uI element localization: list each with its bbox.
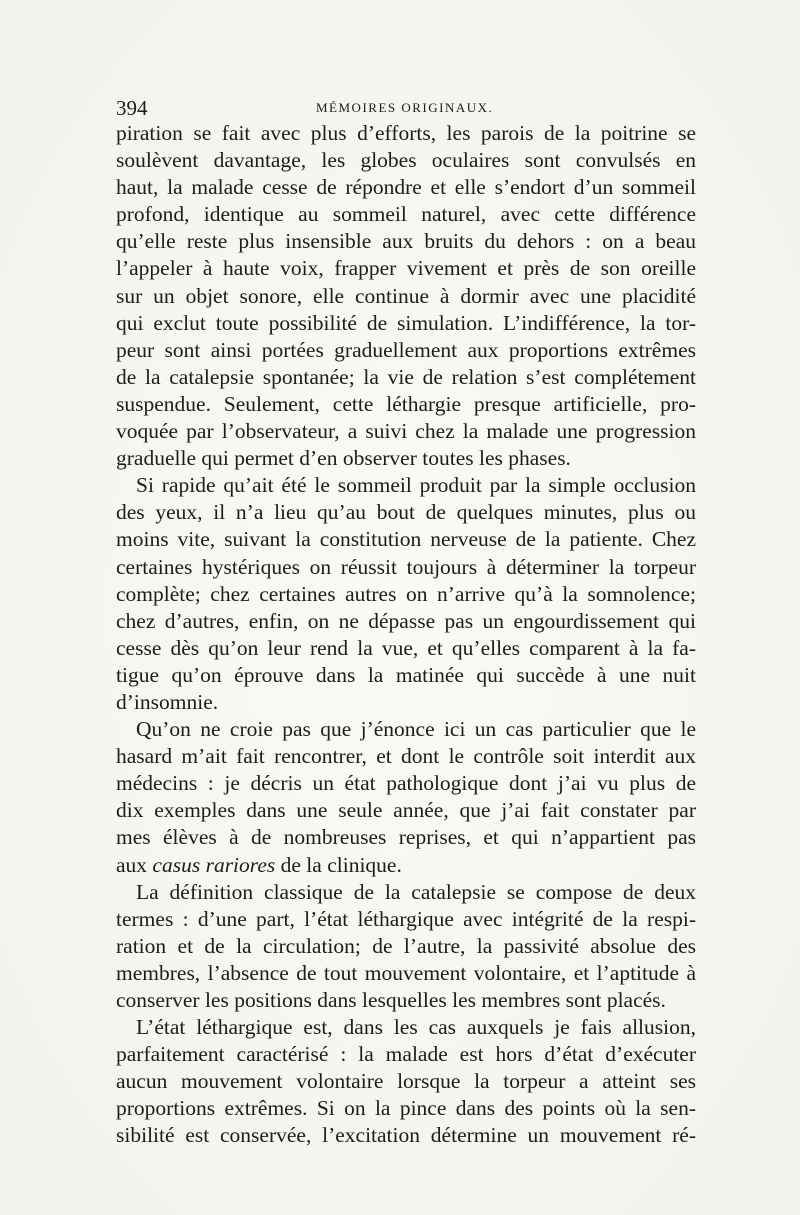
italic-phrase: casus rariores: [152, 852, 276, 877]
text-line: complète; chez certaines autres on n’arrive qu’à la somnolence;: [116, 581, 696, 606]
text-line: tigue qu’on éprouve dans la matinée qui succède à une nuit: [116, 662, 696, 687]
paragraph-4: [116, 879, 696, 1014]
text-fragment: aux: [116, 852, 153, 877]
running-head: MÉMOIRES ORIGINAUX.: [316, 100, 494, 115]
paragraph-2: [116, 472, 696, 716]
page-number: 394: [116, 96, 148, 120]
text-line: graduelle qui permet d’en observer toutes les phases.: [116, 446, 571, 471]
text-line: Si rapide qu’ait été le sommeil produit par la simple occlusion: [136, 473, 696, 498]
text-line: piration se fait avec plus d’efforts, les parois de la poitrine se: [116, 121, 696, 145]
text-line: parfaitement caractérisé : la malade est hors d’état d’exécuter: [116, 1042, 696, 1067]
body-text: [116, 120, 696, 1150]
text-line: certaines hystériques on réussit toujours à déterminer la torpeur: [116, 554, 696, 579]
text-line: des yeux, il n’a lieu qu’au bout de quelques minutes, plus ou: [116, 500, 696, 525]
text-line: chez d’autres, enfin, on ne dépasse pas un engourdissement qui: [116, 608, 696, 633]
text-line: sur un objet sonore, elle continue à dormir avec une placidité: [116, 283, 696, 308]
text-line: qu’elle reste plus insensible aux bruits du dehors : on a beau: [116, 229, 696, 254]
text-line: profond, identique au sommeil naturel, avec cette différence: [116, 202, 696, 227]
text-line: L’état léthargique est, dans les cas auxquels je fais allusion,: [136, 1015, 696, 1040]
text-line: sibilité est conservée, l’excitation détermine un mouvement ré-: [116, 1123, 696, 1148]
text-line: soulèvent davantage, les globes oculaires sont convulsés en: [116, 148, 696, 173]
text-fragment: de la clinique.: [275, 852, 402, 877]
text-line: conserver les positions dans lesquelles les membres sont placés.: [116, 988, 666, 1012]
paragraph-3: [116, 716, 696, 879]
text-line: hasard m’ait fait rencontrer, et dont le contrôle soit interdit aux: [116, 744, 696, 769]
text-line: termes : d’une part, l’état léthargique avec intégrité de la respi-: [116, 906, 696, 931]
text-line: dix exemples dans une seule année, que j’ai fait constater par: [116, 798, 696, 823]
text-line: suspendue. Seulement, cette léthargie presque artificielle, pro-: [116, 391, 696, 416]
text-line: La définition classique de la catalepsie se compose de deux: [136, 879, 696, 904]
paragraph-5: [116, 1014, 696, 1149]
text-line: médecins : je décris un état pathologique dont j’ai vu plus de: [116, 771, 696, 796]
text-line: proportions extrêmes. Si on la pince dans des points où la sen-: [116, 1096, 696, 1121]
text-line: cesse dès qu’on leur rend la vue, et qu’elles comparent à la fa-: [116, 635, 696, 660]
text-line: peur sont ainsi portées graduellement aux proportions extrêmes: [116, 337, 696, 362]
paragraph-1: [116, 120, 696, 472]
text-line: d’insomnie.: [116, 689, 219, 714]
text-line: qui exclut toute possibilité de simulation. L’indifférence, la tor-: [116, 310, 696, 335]
text-line-with-italic: [116, 852, 696, 879]
text-line: voquée par l’observateur, a suivi chez la malade une progression: [116, 419, 696, 444]
text-line: mes élèves à de nombreuses reprises, et qui n’appartient pas: [116, 825, 696, 850]
text-line: moins vite, suivant la constitution nerveuse de la patiente. Chez: [116, 527, 696, 552]
text-line: ration et de la circulation; de l’autre, la passivité absolue des: [116, 933, 696, 958]
text-line: haut, la malade cesse de répondre et elle s’endort d’un sommeil: [116, 175, 696, 200]
text-line: de la catalepsie spontanée; la vie de relation s’est complétement: [116, 364, 696, 389]
text-line: aucun mouvement volontaire lorsque la torpeur a atteint ses: [116, 1069, 696, 1094]
text-line: Qu’on ne croie pas que j’énonce ici un cas particulier que le: [136, 717, 696, 742]
text-line: l’appeler à haute voix, frapper vivement et près de son oreille: [116, 256, 696, 281]
text-line: membres, l’absence de tout mouvement volontaire, et l’aptitude à: [116, 960, 696, 985]
